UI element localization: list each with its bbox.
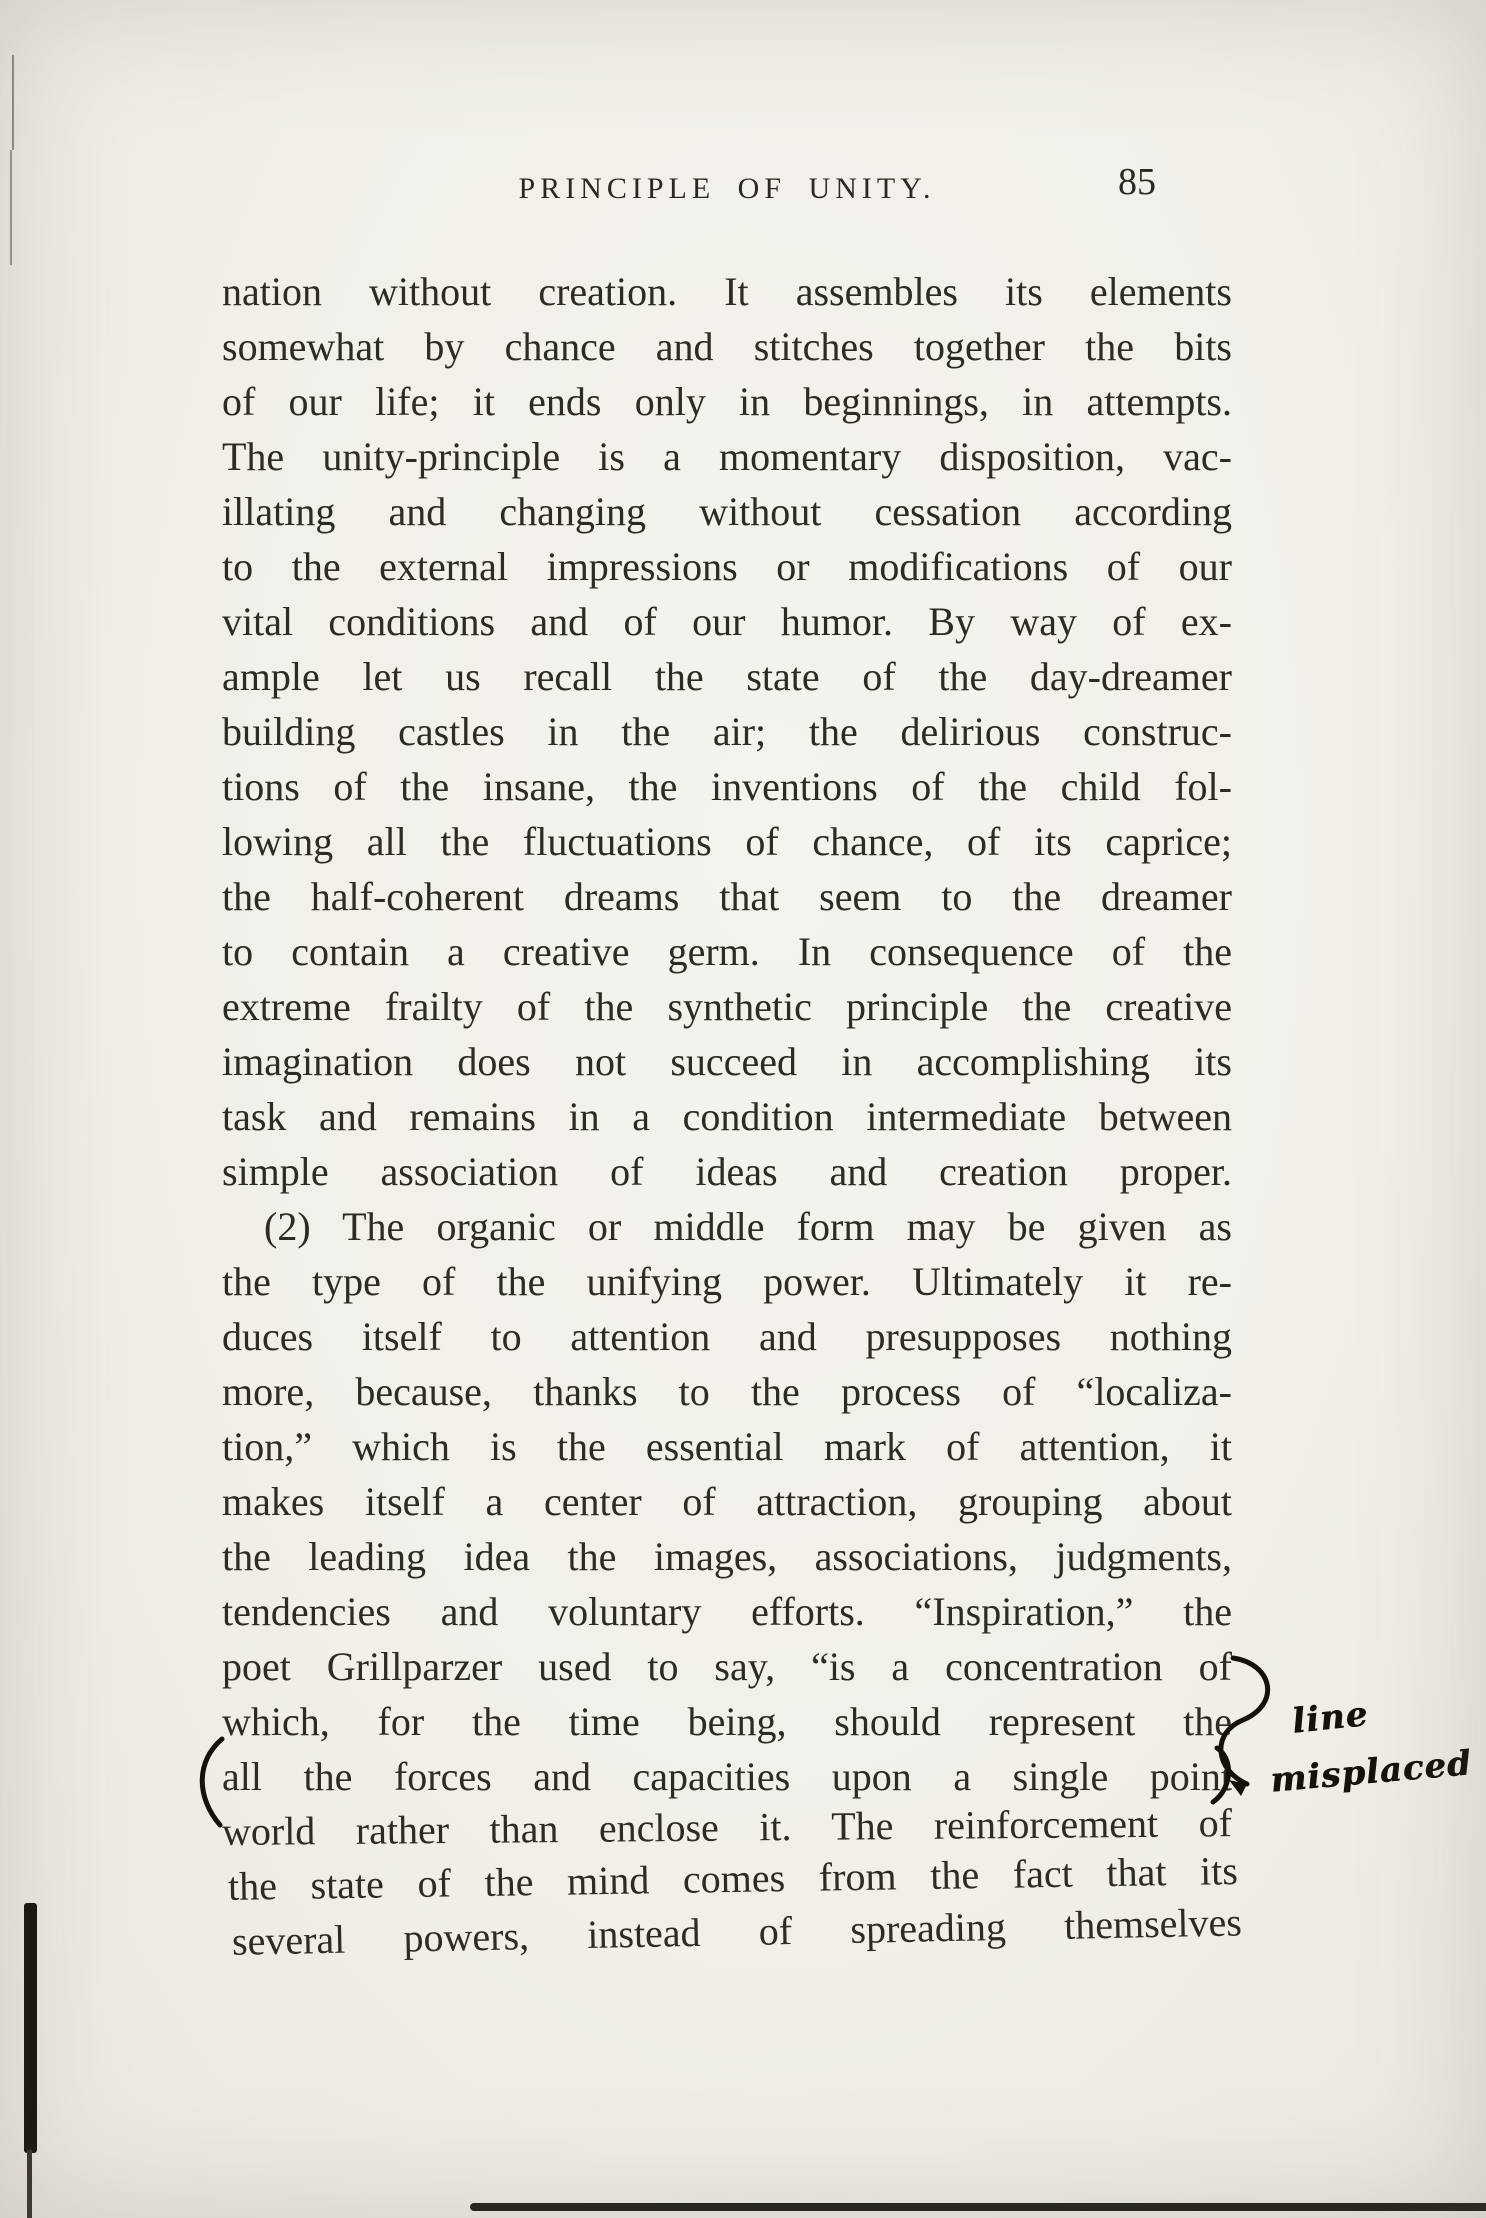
text-line: ample let us recall the state of the day-dreamer [222,654,1232,699]
text-line: the type of the unifying power. Ultimately it re- [222,1259,1232,1304]
text-line: the state of the mind comes from the fact that its [227,1848,1239,1909]
page-number: 85 [1118,161,1156,203]
text-line: task and remains in a condition intermediate between [222,1094,1232,1139]
text-line: to the external impressions or modifications of our [222,544,1232,589]
text-line: makes itself a center of attraction, grouping about [222,1479,1232,1524]
text-line: to contain a creative germ. In consequence of the [222,929,1232,974]
text-line: The unity-principle is a momentary disposition, vac- [222,434,1232,479]
text-line: lowing all the fluctuations of chance, of its caprice; [222,819,1232,864]
text-line-paragraph-start: (2) The organic or middle form may be given as [264,1204,1232,1249]
text-line: imagination does not succeed in accomplishing its [222,1039,1232,1084]
insert-paren-icon [188,1735,232,1829]
text-line: tion,” which is the essential mark of attention, it [222,1424,1232,1469]
text-line: duces itself to attention and presupposes nothing [222,1314,1232,1359]
text-line: poet Grillparzer used to say, “is a concentration of [222,1644,1232,1689]
text-line: tendencies and voluntary efforts. “Inspiration,” the [222,1589,1232,1634]
text-line: building castles in the air; the delirious construc- [222,709,1232,754]
body-text [221,264,1243,1969]
scan-artifact-edge-line [12,55,14,150]
text-line: simple association of ideas and creation proper. [222,1149,1232,1194]
text-line: tions of the insane, the inventions of the child fol- [222,764,1232,809]
text-line: extreme frailty of the synthetic principle the creative [222,984,1232,1029]
text-line: somewhat by chance and stitches together the bits [222,324,1232,369]
scan-artifact-bottom-edge [470,2203,1486,2211]
text-line: nation without creation. It assembles its elements [222,269,1232,314]
scan-artifact-bar [24,1903,37,2153]
text-line: the leading idea the images, associations, judgments, [222,1534,1232,1579]
text-line: more, because, thanks to the process of “localiza- [222,1369,1232,1414]
text-line: of our life; it ends only in beginnings, in attempts. [222,379,1232,424]
scan-artifact-bar [27,2150,32,2218]
text-line: illating and changing without cessation according [222,489,1232,534]
running-header: PRINCIPLE OF UNITY. [518,172,936,205]
text-line: vital conditions and of our humor. By way of ex- [222,599,1232,644]
handwritten-note-line-2: misplaced [1268,1743,1474,1801]
handwritten-note-line-1: line [1290,1694,1371,1742]
text-line: several powers, instead of spreading themselves [231,1899,1243,1964]
text-line-misplaced: all the forces and capacities upon a single point [222,1754,1232,1799]
scan-artifact-edge-line [10,150,12,265]
text-line-misplaced: which, for the time being, should represent the [222,1699,1232,1744]
text-line: world rather than enclose it. The reinforcement of [221,1800,1233,1854]
text-line: the half-coherent dreams that seem to the dreamer [222,874,1232,919]
